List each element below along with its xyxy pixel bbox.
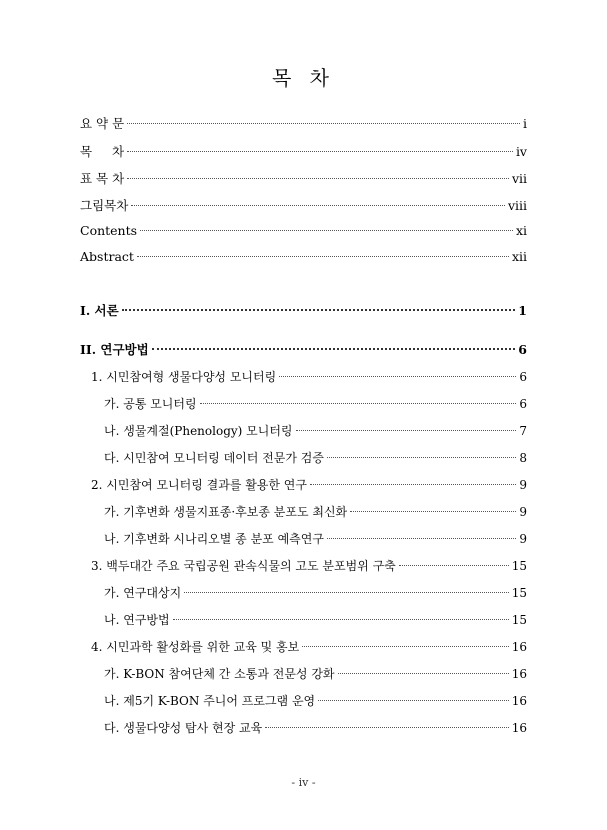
page-footer-number: - iv -: [291, 776, 316, 789]
toc-subsection[interactable]: [0, 395, 607, 415]
toc-label: II. 연구방법: [80, 342, 149, 357]
toc-label: 나. 제5기 K-BON 주니어 프로그램 운영: [104, 694, 316, 708]
toc-label: 다. 생물다양성 탐사 현장 교육: [104, 721, 263, 735]
toc-entry-table-list[interactable]: [0, 169, 607, 189]
leader-dots: [127, 151, 513, 152]
toc-page-number: 1: [518, 303, 527, 318]
leader-dots: [137, 256, 509, 257]
toc-page-number: 7: [519, 424, 527, 438]
leader-dots: [302, 646, 509, 647]
toc-label: 가. K-BON 참여단체 간 소통과 전문성 강화: [104, 667, 335, 681]
toc-page-number: 16: [511, 721, 527, 735]
toc-subsection[interactable]: [0, 422, 607, 442]
leader-dots: [327, 457, 516, 458]
toc-entry-summary[interactable]: [0, 114, 607, 134]
toc-label: 그림목차: [80, 198, 129, 213]
toc-page-number: 9: [519, 505, 527, 519]
toc-page-number: 6: [519, 370, 527, 384]
toc-page-number: 16: [511, 640, 527, 654]
toc-page-number: 6: [518, 342, 527, 357]
toc-page-number: xi: [515, 223, 527, 238]
toc-page-number: 8: [519, 451, 527, 465]
toc-subsection[interactable]: [0, 692, 607, 712]
leader-dots: [265, 727, 509, 728]
leader-dots: [200, 403, 517, 404]
toc-entry-figure-list[interactable]: [0, 196, 607, 216]
toc-page-number: xii: [511, 249, 527, 264]
toc-label: I. 서론: [80, 303, 119, 318]
toc-page-number: 15: [511, 559, 527, 573]
toc-chapter-introduction[interactable]: [0, 301, 607, 321]
leader-dots: [310, 484, 516, 485]
toc-label: 4. 시민과학 활성화를 위한 교육 및 홍보: [91, 640, 300, 654]
toc-label: 3. 백두대간 주요 국립공원 관속식물의 고도 분포범위 구축: [91, 559, 396, 573]
toc-label: 표 목 차: [80, 171, 125, 186]
page-title: 목 차: [272, 66, 335, 90]
toc-subsection[interactable]: [0, 503, 607, 523]
toc-label: 2. 시민참여 모니터링 결과를 활용한 연구: [91, 478, 307, 492]
toc-label: 다. 시민참여 모니터링 데이터 전문가 검증: [104, 451, 324, 465]
toc-page-number: viii: [507, 198, 527, 213]
leader-dots: [152, 348, 516, 350]
toc-label: 나. 생물계절(Phenology) 모니터링: [104, 424, 293, 438]
toc-entry-abstract[interactable]: [0, 249, 607, 269]
toc-section[interactable]: [0, 368, 607, 388]
leader-dots: [318, 700, 509, 701]
toc-subsection[interactable]: [0, 449, 607, 469]
leader-dots: [173, 619, 509, 620]
toc-entry-contents[interactable]: [0, 142, 607, 162]
leader-dots: [122, 309, 516, 311]
toc-page-number: 16: [511, 667, 527, 681]
toc-label: 가. 연구대상지: [104, 586, 182, 600]
leader-dots: [350, 511, 516, 512]
toc-section[interactable]: [0, 476, 607, 496]
toc-section[interactable]: [0, 557, 607, 577]
toc-subsection[interactable]: [0, 719, 607, 739]
leader-dots: [127, 178, 509, 179]
toc-page-number: 6: [519, 397, 527, 411]
leader-dots: [127, 123, 520, 124]
toc-page-number: vii: [511, 171, 527, 186]
toc-page-number: i: [523, 116, 527, 131]
toc-label: 목 차: [80, 144, 125, 159]
toc-label: 나. 기후변화 시나리오별 종 분포 예측연구: [104, 532, 324, 546]
toc-page-number: 9: [519, 532, 527, 546]
toc-subsection[interactable]: [0, 530, 607, 550]
toc-page-number: 9: [519, 478, 527, 492]
leader-dots: [279, 376, 516, 377]
leader-dots: [296, 430, 517, 431]
toc-page-number: iv: [515, 144, 527, 159]
toc-page-number: 16: [511, 694, 527, 708]
toc-chapter-methods[interactable]: [0, 340, 607, 360]
toc-label: 1. 시민참여형 생물다양성 모니터링: [91, 370, 277, 384]
toc-label: Contents: [80, 223, 138, 238]
toc-label: 요 약 문: [80, 116, 125, 131]
toc-label: 가. 기후변화 생물지표종·후보종 분포도 최신화: [104, 505, 348, 519]
leader-dots: [131, 205, 505, 206]
toc-page-number: 15: [511, 586, 527, 600]
toc-label: Abstract: [80, 249, 134, 264]
toc-page-number: 15: [511, 613, 527, 627]
leader-dots: [327, 538, 516, 539]
leader-dots: [399, 565, 509, 566]
toc-entry-english-contents[interactable]: [0, 223, 607, 243]
toc-section[interactable]: [0, 638, 607, 658]
toc-label: 가. 공통 모니터링: [104, 397, 197, 411]
toc-subsection[interactable]: [0, 665, 607, 685]
leader-dots: [140, 230, 513, 231]
toc-subsection[interactable]: [0, 611, 607, 631]
toc-subsection[interactable]: [0, 584, 607, 604]
leader-dots: [338, 673, 509, 674]
leader-dots: [184, 592, 509, 593]
toc-label: 나. 연구방법: [104, 613, 170, 627]
